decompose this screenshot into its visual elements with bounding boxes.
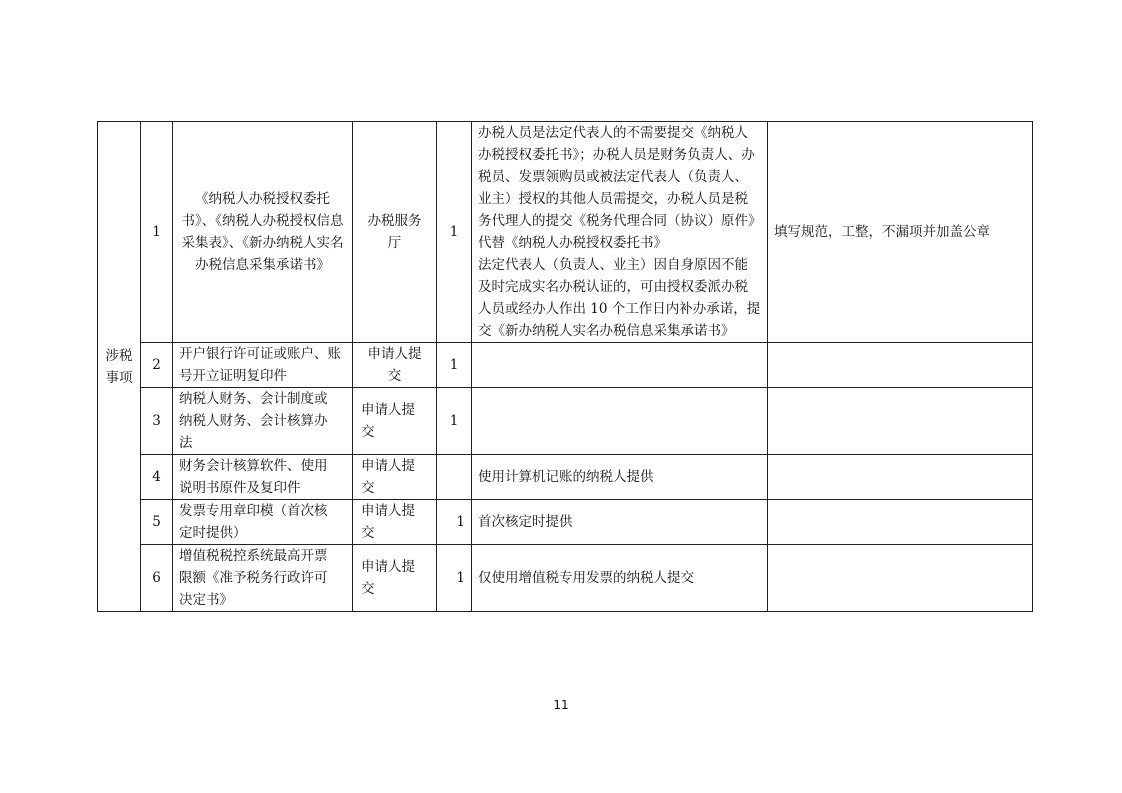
material-cell: 开户银行许可证或账户、账 号开立证明复印件 (173, 343, 353, 388)
note-cell: 首次核定时提供 (472, 500, 768, 545)
material-cell: 纳税人财务、会计制度或 纳税人财务、会计核算办 法 (173, 388, 353, 455)
quantity-cell: 1 (437, 388, 472, 455)
note-cell (472, 388, 768, 455)
category-cell (98, 122, 141, 612)
row-number: 6 (141, 545, 173, 612)
material-cell: 《纳税人办税授权委托 书》、《纳税人办税授权信息 采集表》、《新办纳税人实名 办税信息采集承诺书》 (173, 122, 353, 343)
row-number: 3 (141, 388, 173, 455)
category-label: 事项 (105, 369, 133, 386)
row-number: 4 (141, 455, 173, 500)
table-row (98, 343, 1033, 388)
table-row (98, 388, 1033, 455)
source-cell: 申请人提 交 (353, 545, 437, 612)
table-row (98, 122, 1033, 343)
source-cell: 申请人提 交 (353, 343, 437, 388)
row-number: 5 (141, 500, 173, 545)
quantity-cell: 1 (437, 545, 472, 612)
note-cell: 仅使用增值税专用发票的纳税人提交 (472, 545, 768, 612)
note-cell (472, 343, 768, 388)
material-cell: 发票专用章印模（首次核 定时提供） (173, 500, 353, 545)
note-cell: 使用计算机记账的纳税人提供 (472, 455, 768, 500)
row-number: 2 (141, 343, 173, 388)
category-label: 涉税 (105, 347, 133, 364)
requirement-cell (768, 545, 1033, 612)
table-row (98, 455, 1033, 500)
source-cell: 申请人提 交 (353, 455, 437, 500)
material-cell: 财务会计核算软件、使用 说明书原件及复印件 (173, 455, 353, 500)
note-cell: 办税人员是法定代表人的不需要提交《纳税人 办税授权委托书》；办税人员是财务负责人、办 税员、发票领购员或被法定代表人（负责人、 业主）授权的其他人员需提交，办税人员是税 务代理人的提交《税务代理合同（协议）原件》 代替《纳税人办税授权委托书》 法定代表人（负责人、业主）因自身原因不能 及时完成实名办税认证的，可由授权委派办税 人员或经办人作出 10 个工作日内补办承诺，提 交《新办纳税人实名办税信息采集承诺书》 (472, 122, 768, 343)
source-cell: 申请人提 交 (353, 388, 437, 455)
requirement-cell (768, 500, 1033, 545)
table-row (98, 545, 1033, 612)
requirement-cell (768, 388, 1033, 455)
page-number: 11 (553, 698, 569, 712)
source-cell: 办税服务 厅 (353, 122, 437, 343)
quantity-cell: 1 (437, 500, 472, 545)
requirement-cell (768, 455, 1033, 500)
quantity-cell: 1 (437, 122, 472, 343)
quantity-cell (437, 455, 472, 500)
requirement-cell: 填写规范，工整，不漏项并加盖公章 (768, 122, 1033, 343)
requirements-table (97, 121, 1033, 612)
table-row (98, 500, 1033, 545)
requirement-cell (768, 343, 1033, 388)
material-cell: 增值税税控系统最高开票 限额《准予税务行政许可 决定书》 (173, 545, 353, 612)
row-number: 1 (141, 122, 173, 343)
source-cell: 申请人提 交 (353, 500, 437, 545)
quantity-cell: 1 (437, 343, 472, 388)
